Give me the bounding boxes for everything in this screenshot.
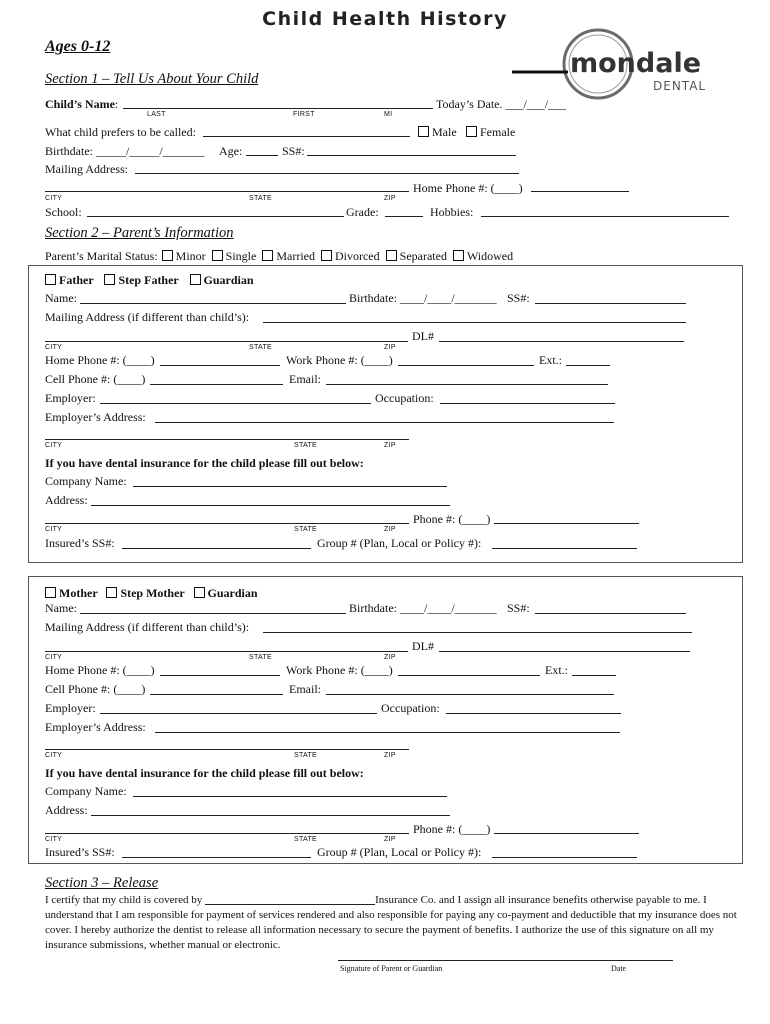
father-emp-sub-state: STATE (294, 442, 318, 449)
mother-box (28, 576, 743, 864)
widowed-label: Widowed (466, 249, 514, 263)
father-employer-city-field[interactable] (45, 439, 409, 440)
father-ins-sub-city: CITY (45, 526, 63, 533)
mother-name-field[interactable] (80, 613, 346, 614)
mother-mailing-field[interactable] (263, 632, 692, 633)
grade-field[interactable] (385, 216, 423, 217)
mother-email-field[interactable] (326, 694, 614, 695)
sub-zip: ZIP (384, 195, 396, 202)
ss-label: SS#: (282, 144, 305, 158)
mother-employer-city-field[interactable] (45, 749, 409, 750)
father-employer-address-field[interactable] (155, 422, 614, 423)
mother-email-label: Email: (289, 682, 321, 696)
form-title: Child Health History (262, 8, 508, 30)
mother-dl-label: DL# (412, 639, 434, 653)
date-label: Date (611, 964, 627, 973)
father-insured-ss-field[interactable] (122, 548, 311, 549)
father-birthdate-label: Birthdate: ____/____/_______ (349, 291, 497, 305)
father-ins-city-field[interactable] (45, 523, 409, 524)
mother-guardian-checkbox[interactable] (194, 587, 205, 598)
mother-ins-sub-city: CITY (45, 836, 63, 843)
ss-field[interactable] (307, 155, 516, 156)
mother-ext-field[interactable] (572, 675, 616, 676)
father-cell-phone-label: Cell Phone #: (____) (45, 372, 146, 386)
home-phone-label: Home Phone #: (____) (413, 181, 523, 195)
female-option[interactable]: Female (466, 125, 515, 140)
father-ins-phone-label: Phone #: (____) (413, 512, 491, 526)
mother-home-phone-label: Home Phone #: (____) (45, 663, 155, 677)
child-name-label: Child’s Name: (45, 97, 119, 111)
signature-label: Signature of Parent or Guardian (340, 964, 443, 973)
single-checkbox[interactable] (212, 250, 223, 261)
mother-ss-field[interactable] (535, 613, 686, 614)
mother-sub-state: STATE (249, 654, 273, 661)
father-ext-label: Ext.: (539, 353, 562, 367)
mother-ins-phone-field[interactable] (494, 833, 639, 834)
mother-birthdate-label: Birthdate: ____/____/_______ (349, 601, 497, 615)
father-ins-sub-zip: ZIP (384, 526, 396, 533)
father-work-phone-label: Work Phone #: (____) (286, 353, 393, 367)
age-label: Age: (219, 144, 243, 158)
father-name-field[interactable] (80, 303, 346, 304)
father-sub-city: CITY (45, 344, 63, 351)
hobbies-label: Hobbies: (430, 205, 474, 219)
mother-employer-label: Employer: (45, 701, 96, 715)
mother-ss-label: SS#: (507, 601, 530, 615)
single-label: Single (225, 249, 257, 263)
father-employer-address-label: Employer’s Address: (45, 410, 146, 424)
father-work-phone-field[interactable] (398, 365, 534, 366)
father-mailing-field[interactable] (263, 322, 686, 323)
father-group-label: Group # (Plan, Local or Policy #): (317, 536, 482, 550)
divorced-checkbox[interactable] (321, 250, 332, 261)
hobbies-field[interactable] (481, 216, 729, 217)
mother-occupation-label: Occupation: (381, 701, 440, 715)
logo-sub-text: DENTAL (653, 79, 707, 93)
widowed-checkbox[interactable] (453, 250, 464, 261)
city-state-zip-field[interactable] (45, 191, 409, 192)
signature-line[interactable] (338, 960, 673, 961)
release-paragraph: I certify that my child is covered by Insurance Co. and I assign all insurance benefits otherwise payable to me. I understand that I am responsible for payment of services rendered and also responsible for paying any co-payment and deductible that my insurance does not cover. I hereby authorize the dentist to release all information necessary to secure the payment of benefits. I authorize the use of this signature on all my insurance submissions, whether manual or electronic. (45, 894, 737, 951)
mother-insured-ss-field[interactable] (122, 857, 311, 858)
father-cell-phone-field[interactable] (150, 384, 283, 385)
mother-sub-zip: ZIP (384, 654, 396, 661)
mother-work-phone-field[interactable] (398, 675, 540, 676)
father-ext-field[interactable] (566, 365, 610, 366)
step-father-checkbox[interactable] (104, 274, 115, 285)
mother-dl-field[interactable] (439, 651, 690, 652)
father-role-group: Father Step Father Guardian (45, 273, 254, 288)
section-3-heading: Section 3 – Release (45, 875, 159, 891)
mother-employer-address-label: Employer’s Address: (45, 720, 146, 734)
mother-emp-sub-zip: ZIP (384, 752, 396, 759)
married-label: Married (276, 249, 315, 263)
mother-emp-sub-city: CITY (45, 752, 63, 759)
father-email-field[interactable] (326, 384, 608, 385)
father-dl-label: DL# (412, 329, 434, 343)
school-label: School: (45, 205, 82, 219)
minor-checkbox[interactable] (162, 250, 173, 261)
married-checkbox[interactable] (262, 250, 273, 261)
mondale-dental-logo (512, 28, 722, 102)
father-mailing-label: Mailing Address (if different than child’s): (45, 310, 250, 324)
mother-mailing-label: Mailing Address (if different than child’s): (45, 620, 250, 634)
father-ins-sub-state: STATE (294, 526, 318, 533)
mother-group-field[interactable] (492, 857, 637, 858)
section-1-heading: Section 1 – Tell Us About Your Child (45, 71, 259, 87)
father-sub-zip: ZIP (384, 344, 396, 351)
father-company-field[interactable] (133, 486, 447, 487)
father-ins-address-field[interactable] (91, 505, 450, 506)
marital-status-group: Parent’s Marital Status: Minor Single Married Divorced Separated Widowed (45, 249, 514, 263)
male-option[interactable]: Male (418, 125, 457, 140)
mother-cell-phone-field[interactable] (150, 694, 283, 695)
mother-ins-sub-zip: ZIP (384, 836, 396, 843)
mother-insured-ss-label: Insured’s SS#: (45, 845, 115, 859)
grade-label: Grade: (346, 205, 379, 219)
father-guardian-checkbox[interactable] (190, 274, 201, 285)
male-checkbox[interactable] (418, 126, 429, 137)
mother-ext-label: Ext.: (545, 663, 568, 677)
father-name-label: Name: (45, 291, 77, 305)
mother-checkbox[interactable] (45, 587, 56, 598)
age-range: Ages 0-12 (45, 38, 111, 55)
father-city-state-zip-field[interactable] (45, 341, 408, 342)
father-checkbox[interactable] (45, 274, 56, 285)
mother-ins-address-label: Address: (45, 803, 88, 817)
mother-employer-field[interactable] (100, 713, 377, 714)
father-insurance-note: If you have dental insurance for the child please fill out below: (45, 456, 364, 470)
sub-mi: MI (384, 111, 393, 118)
father-emp-sub-zip: ZIP (384, 442, 396, 449)
father-sub-state: STATE (249, 344, 273, 351)
father-dl-field[interactable] (439, 341, 684, 342)
father-occupation-field[interactable] (440, 403, 615, 404)
father-occupation-label: Occupation: (375, 391, 434, 405)
prefers-label: What child prefers to be called: (45, 125, 196, 139)
father-home-phone-field[interactable] (160, 365, 280, 366)
mother-work-phone-label: Work Phone #: (____) (286, 663, 393, 677)
step-mother-checkbox[interactable] (106, 587, 117, 598)
female-checkbox[interactable] (466, 126, 477, 137)
school-field[interactable] (87, 216, 344, 217)
divorced-label: Divorced (334, 249, 380, 263)
father-company-label: Company Name: (45, 474, 127, 488)
mother-ins-address-field[interactable] (91, 815, 450, 816)
mother-insurance-note: If you have dental insurance for the child please fill out below: (45, 766, 364, 780)
mother-role-group: Mother Step Mother Guardian (45, 586, 258, 601)
mother-employer-address-field[interactable] (155, 732, 620, 733)
child-name-field[interactable] (123, 108, 433, 109)
mother-cell-phone-label: Cell Phone #: (____) (45, 682, 146, 696)
logo-brand-text: mondale (570, 48, 702, 79)
father-home-phone-label: Home Phone #: (____) (45, 353, 155, 367)
mother-ins-phone-label: Phone #: (____) (413, 822, 491, 836)
home-phone-field[interactable] (531, 191, 629, 192)
todays-date-label: Today’s Date. ___/___/___ (436, 97, 567, 111)
minor-label: Minor (175, 249, 206, 263)
father-employer-label: Employer: (45, 391, 96, 405)
father-insured-ss-label: Insured’s SS#: (45, 536, 115, 550)
sub-city: CITY (45, 195, 63, 202)
sub-state: STATE (249, 195, 273, 202)
mother-company-label: Company Name: (45, 784, 127, 798)
mother-ins-sub-state: STATE (294, 836, 318, 843)
mailing-label: Mailing Address: (45, 162, 128, 176)
father-emp-sub-city: CITY (45, 442, 63, 449)
father-email-label: Email: (289, 372, 321, 386)
sub-first: FIRST (293, 111, 315, 118)
mother-sub-city: CITY (45, 654, 63, 661)
mother-occupation-field[interactable] (446, 713, 621, 714)
sub-last: LAST (147, 111, 166, 118)
father-employer-field[interactable] (100, 403, 371, 404)
section-2-heading: Section 2 – Parent’s Information (45, 225, 234, 241)
birthdate-label: Birthdate: _____/_____/_______ (45, 144, 205, 158)
mother-company-field[interactable] (133, 796, 447, 797)
father-ss-field[interactable] (535, 303, 686, 304)
mother-emp-sub-state: STATE (294, 752, 318, 759)
father-ins-address-label: Address: (45, 493, 88, 507)
father-ins-phone-field[interactable] (494, 523, 639, 524)
separated-checkbox[interactable] (386, 250, 397, 261)
father-ss-label: SS#: (507, 291, 530, 305)
mother-name-label: Name: (45, 601, 77, 615)
prefers-field[interactable] (203, 136, 410, 137)
age-field[interactable] (246, 155, 278, 156)
mother-ins-city-field[interactable] (45, 833, 409, 834)
mother-city-state-zip-field[interactable] (45, 651, 408, 652)
father-box (28, 265, 743, 563)
mother-group-label: Group # (Plan, Local or Policy #): (317, 845, 482, 859)
separated-label: Separated (399, 249, 447, 263)
insurance-co-field[interactable] (205, 904, 375, 905)
father-group-field[interactable] (492, 548, 637, 549)
mother-home-phone-field[interactable] (160, 675, 280, 676)
mailing-field[interactable] (135, 173, 519, 174)
